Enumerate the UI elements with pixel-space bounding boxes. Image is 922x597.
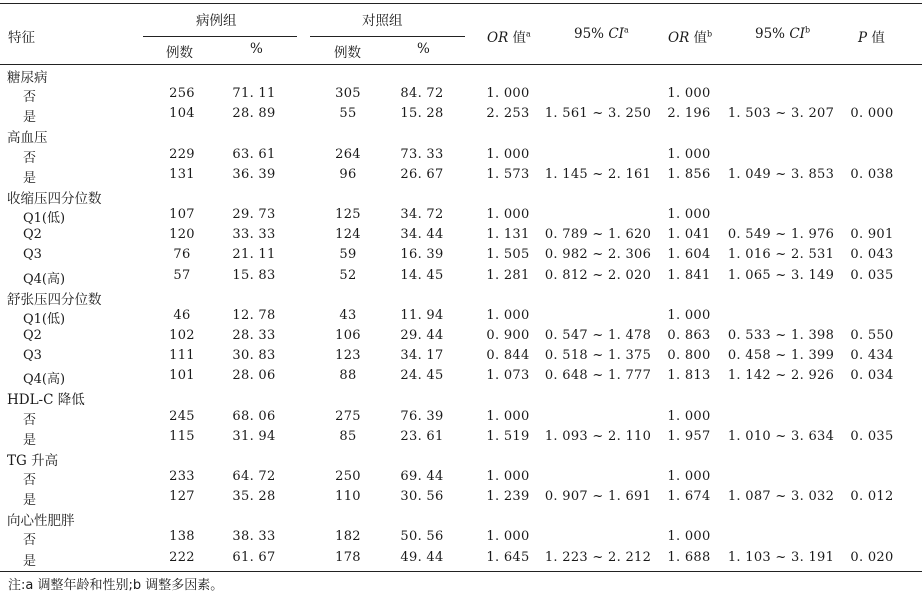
cell-ci-a: 0. 982 ~ 2. 306 <box>544 247 652 263</box>
cell-case-count: 57 <box>173 267 191 283</box>
cell-or-b: 1. 813 <box>667 368 711 384</box>
cell-ci-a: 1. 145 ~ 2. 161 <box>544 166 652 182</box>
cell-p-value: 0. 020 <box>850 549 894 565</box>
cell-ctrl-percent: 14. 45 <box>400 267 444 283</box>
category-label: 舒张压四分位数 <box>7 291 102 308</box>
header-or-b: OR 值$^b$ <box>668 29 713 46</box>
cell-or-b: 1. 000 <box>667 207 711 223</box>
cell-or-a: 1. 000 <box>486 408 530 424</box>
cell-or-b: 1. 688 <box>667 549 711 565</box>
cell-or-b: 1. 000 <box>667 86 711 102</box>
cell-ctrl-percent: 34. 17 <box>400 348 444 364</box>
cell-ci-b: 0. 533 ~ 1. 398 <box>727 327 835 343</box>
cell-ci-b: 1. 087 ~ 3. 032 <box>727 489 835 505</box>
cell-case-count: 245 <box>169 408 195 424</box>
cell-ctrl-count: 124 <box>335 227 361 243</box>
header-ci-b: 95% $CI^b$ <box>755 25 811 42</box>
table-footnote: 注:a 调整年龄和性别;b 调整多因素。 <box>8 578 224 593</box>
cell-ctrl-percent: 29. 44 <box>400 327 444 343</box>
cell-or-b: 2. 196 <box>667 106 711 122</box>
cell-case-percent: 28. 89 <box>232 106 276 122</box>
cell-ctrl-count: 264 <box>335 146 361 162</box>
cell-case-percent: 30. 83 <box>232 348 276 364</box>
category-label: 糖尿病 <box>7 70 48 86</box>
cell-case-percent: 21. 11 <box>232 247 276 263</box>
category-label: TG 升高 <box>7 452 59 469</box>
cell-case-count: 229 <box>169 146 195 162</box>
cell-ctrl-count: 178 <box>335 549 361 565</box>
subgroup-label: 否 <box>23 90 37 106</box>
cell-or-b: 1. 841 <box>667 267 711 283</box>
cell-ci-a: 0. 907 ~ 1. 691 <box>544 489 652 505</box>
cell-case-count: 104 <box>169 106 195 122</box>
cell-ctrl-count: 305 <box>335 86 361 102</box>
cell-or-a: 1. 073 <box>486 368 530 384</box>
case-group-underline <box>143 36 297 37</box>
cell-or-a: 0. 900 <box>486 327 530 343</box>
cell-case-count: 115 <box>169 428 195 444</box>
category-label: 高血压 <box>7 130 48 147</box>
cell-p-value: 0. 550 <box>850 327 894 343</box>
cell-ci-b: 1. 103 ~ 3. 191 <box>727 549 835 565</box>
cell-p-value: 0. 038 <box>850 166 894 182</box>
cell-case-count: 256 <box>169 86 195 102</box>
cell-p-value: 0. 043 <box>850 247 894 263</box>
cell-p-value: 0. 901 <box>850 227 894 243</box>
cell-ctrl-count: 52 <box>339 267 357 283</box>
cell-ctrl-percent: 49. 44 <box>400 549 444 565</box>
cell-or-b: 1. 957 <box>667 428 711 444</box>
cell-or-a: 1. 573 <box>486 166 530 182</box>
cell-or-a: 2. 253 <box>486 106 530 122</box>
cell-case-percent: 35. 28 <box>232 489 276 505</box>
cell-ctrl-count: 96 <box>339 166 357 182</box>
cell-or-b: 1. 000 <box>667 469 711 484</box>
cell-ci-a: 1. 093 ~ 2. 110 <box>544 428 652 444</box>
cell-ci-b: 1. 016 ~ 2. 531 <box>727 247 835 263</box>
subgroup-label: 否 <box>23 150 37 166</box>
cell-ctrl-percent: 34. 44 <box>400 227 444 243</box>
cell-case-percent: 64. 72 <box>232 469 276 484</box>
cell-case-count: 102 <box>169 327 195 343</box>
category-label: 收缩压四分位数 <box>7 190 102 207</box>
cell-or-a: 1. 519 <box>486 428 530 444</box>
cell-case-count: 222 <box>169 549 195 565</box>
table-header-rule <box>0 64 922 65</box>
cell-case-count: 233 <box>169 469 195 484</box>
header-or-a: OR 值$^a$ <box>487 29 531 46</box>
header-ci-a: 95% $CI^a$ <box>574 25 629 42</box>
cell-ci-a: 0. 648 ~ 1. 777 <box>544 368 652 384</box>
cell-or-a: 1. 239 <box>486 489 530 505</box>
cell-or-b: 1. 856 <box>667 166 711 182</box>
cell-ci-b: 1. 142 ~ 2. 926 <box>727 368 835 384</box>
cell-ctrl-count: 182 <box>335 529 361 545</box>
cell-p-value: 0. 000 <box>850 106 894 122</box>
cell-case-percent: 12. 78 <box>232 307 276 323</box>
cell-or-a: 1. 000 <box>486 307 530 323</box>
subgroup-label: Q4(高) <box>23 372 66 388</box>
cell-case-percent: 71. 11 <box>232 86 276 102</box>
cell-or-b: 0. 800 <box>667 348 711 364</box>
cell-ctrl-percent: 24. 45 <box>400 368 444 384</box>
cell-or-a: 1. 000 <box>486 207 530 223</box>
cell-case-percent: 68. 06 <box>232 408 276 424</box>
cell-ctrl-count: 88 <box>339 368 357 384</box>
cell-ctrl-count: 123 <box>335 348 361 364</box>
subgroup-label: 否 <box>23 412 37 428</box>
cell-ci-b: 1. 049 ~ 3. 853 <box>727 166 835 182</box>
table-bottom-rule <box>0 571 922 572</box>
cell-or-a: 1. 000 <box>486 469 530 484</box>
cell-p-value: 0. 034 <box>850 368 894 384</box>
cell-or-a: 1. 000 <box>486 146 530 162</box>
header-case-count: 例数 <box>166 45 193 61</box>
cell-case-count: 101 <box>169 368 195 384</box>
cell-p-value: 0. 012 <box>850 489 894 505</box>
cell-case-percent: 36. 39 <box>232 166 276 182</box>
header-p: P 值 <box>858 30 885 46</box>
cell-ctrl-percent: 76. 39 <box>400 408 444 424</box>
category-label: 向心性肥胖 <box>7 513 75 530</box>
cell-ctrl-count: 106 <box>335 327 361 343</box>
cell-case-percent: 33. 33 <box>232 227 276 243</box>
cell-case-count: 127 <box>169 489 195 505</box>
cell-p-value: 0. 434 <box>850 348 894 364</box>
cell-or-b: 1. 604 <box>667 247 711 263</box>
cell-ctrl-percent: 23. 61 <box>400 428 444 444</box>
cell-ctrl-percent: 30. 56 <box>400 489 444 505</box>
subgroup-label: 是 <box>23 493 37 509</box>
subgroup-label: 是 <box>23 110 37 126</box>
header-ctrl-count: 例数 <box>334 45 361 61</box>
cell-ctrl-count: 59 <box>339 247 357 263</box>
subgroup-label: 是 <box>23 170 37 186</box>
cell-or-b: 1. 041 <box>667 227 711 243</box>
cell-or-b: 1. 000 <box>667 408 711 424</box>
subgroup-label: Q1(低) <box>23 211 66 227</box>
cell-ci-b: 1. 503 ~ 3. 207 <box>727 106 835 122</box>
cell-ctrl-percent: 73. 33 <box>400 146 444 162</box>
cell-case-count: 107 <box>169 207 195 223</box>
subgroup-label: Q4(高) <box>23 271 66 287</box>
cell-ci-a: 0. 547 ~ 1. 478 <box>544 327 652 343</box>
cell-case-percent: 15. 83 <box>232 267 276 283</box>
cell-case-percent: 38. 33 <box>232 529 276 545</box>
subgroup-label: Q1(低) <box>23 311 66 327</box>
cell-ctrl-percent: 26. 67 <box>400 166 444 182</box>
cell-or-b: 1. 000 <box>667 307 711 323</box>
cell-ctrl-count: 125 <box>335 207 361 223</box>
subgroup-label: 否 <box>23 533 37 549</box>
cell-ci-a: 0. 789 ~ 1. 620 <box>544 227 652 243</box>
header-case-group: 病例组 <box>196 13 237 29</box>
cell-ctrl-percent: 84. 72 <box>400 86 444 102</box>
cell-ctrl-percent: 34. 72 <box>400 207 444 223</box>
cell-ctrl-count: 55 <box>339 106 357 122</box>
cell-ci-a: 1. 561 ~ 3. 250 <box>544 106 652 122</box>
cell-or-a: 1. 131 <box>486 227 530 243</box>
subgroup-label: 否 <box>23 473 37 488</box>
subgroup-label: 是 <box>23 432 37 448</box>
subgroup-label: Q3 <box>23 247 42 263</box>
cell-case-percent: 63. 61 <box>232 146 276 162</box>
subgroup-label: Q2 <box>23 327 42 343</box>
category-label: HDL-C 降低 <box>7 392 85 409</box>
cell-ctrl-percent: 16. 39 <box>400 247 444 263</box>
cell-or-a: 1. 000 <box>486 529 530 545</box>
cell-ci-b: 0. 458 ~ 1. 399 <box>727 348 835 364</box>
cell-ci-b: 0. 549 ~ 1. 976 <box>727 227 835 243</box>
cell-or-a: 1. 000 <box>486 86 530 102</box>
cell-or-a: 0. 844 <box>486 348 530 364</box>
cell-case-count: 120 <box>169 227 195 243</box>
cell-or-b: 1. 674 <box>667 489 711 505</box>
header-feature: 特征 <box>8 30 35 46</box>
cell-ctrl-count: 250 <box>335 469 361 484</box>
cell-ci-a: 0. 518 ~ 1. 375 <box>544 348 652 364</box>
cell-ci-b: 1. 010 ~ 3. 634 <box>727 428 835 444</box>
header-ctrl-percent: % <box>417 41 430 57</box>
cell-ci-a: 1. 223 ~ 2. 212 <box>544 549 652 565</box>
cell-or-b: 1. 000 <box>667 146 711 162</box>
control-group-underline <box>310 36 465 37</box>
subgroup-label: Q2 <box>23 227 42 243</box>
cell-case-percent: 29. 73 <box>232 207 276 223</box>
cell-or-b: 1. 000 <box>667 529 711 545</box>
cell-ci-b: 1. 065 ~ 3. 149 <box>727 267 835 283</box>
cell-or-a: 1. 645 <box>486 549 530 565</box>
cell-or-b: 0. 863 <box>667 327 711 343</box>
cell-ctrl-count: 275 <box>335 408 361 424</box>
cell-or-a: 1. 505 <box>486 247 530 263</box>
cell-case-count: 111 <box>169 348 195 364</box>
table-top-rule <box>0 3 922 4</box>
cell-case-percent: 28. 06 <box>232 368 276 384</box>
header-control-group: 对照组 <box>362 13 403 29</box>
cell-ctrl-count: 110 <box>335 489 361 505</box>
cell-ctrl-percent: 69. 44 <box>400 469 444 484</box>
cell-p-value: 0. 035 <box>850 267 894 283</box>
cell-or-a: 1. 281 <box>486 267 530 283</box>
cell-case-percent: 28. 33 <box>232 327 276 343</box>
cell-ctrl-count: 43 <box>339 307 357 323</box>
cell-ci-a: 0. 812 ~ 2. 020 <box>544 267 652 283</box>
cell-case-count: 76 <box>173 247 191 263</box>
cell-p-value: 0. 035 <box>850 428 894 444</box>
cell-case-percent: 61. 67 <box>232 549 276 565</box>
subgroup-label: Q3 <box>23 348 42 364</box>
cell-case-count: 131 <box>169 166 195 182</box>
cell-case-percent: 31. 94 <box>232 428 276 444</box>
cell-case-count: 138 <box>169 529 195 545</box>
cell-ctrl-count: 85 <box>339 428 357 444</box>
cell-ctrl-percent: 11. 94 <box>400 307 444 323</box>
cell-ctrl-percent: 50. 56 <box>400 529 444 545</box>
header-case-percent: % <box>250 41 263 57</box>
cell-case-count: 46 <box>173 307 191 323</box>
subgroup-label: 是 <box>23 553 37 569</box>
cell-ctrl-percent: 15. 28 <box>400 106 444 122</box>
